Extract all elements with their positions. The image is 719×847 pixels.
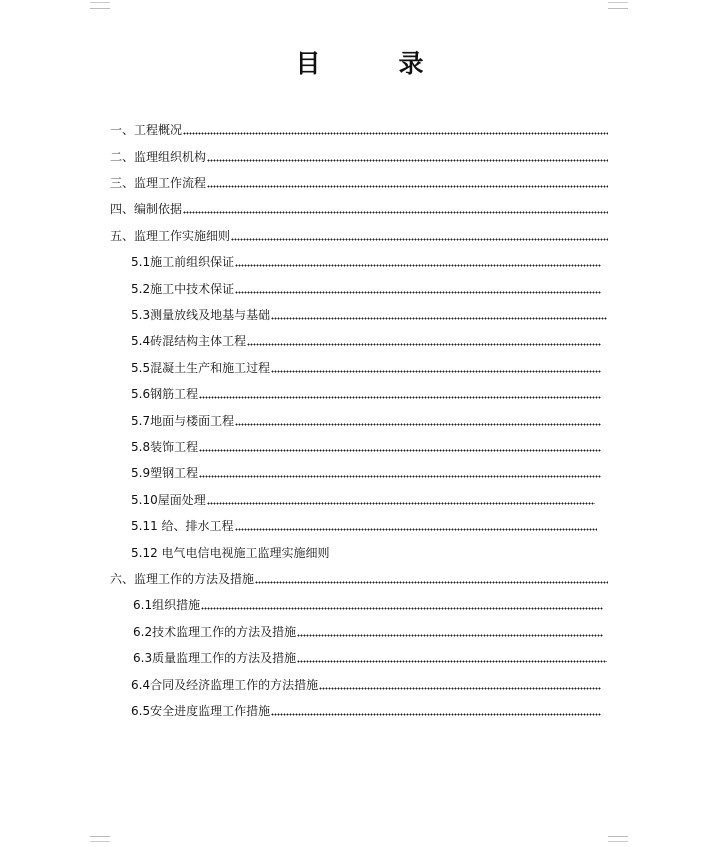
toc-entry-label: 四、编制依据 [110, 202, 183, 216]
toc-dot-leader [247, 343, 601, 346]
toc-dot-leader [319, 687, 601, 690]
toc-dot-leader [271, 713, 601, 716]
toc-dot-leader [183, 132, 608, 135]
toc-dot-leader [199, 396, 601, 399]
toc-dot-leader [235, 423, 601, 426]
toc-entry-label: 5.1施工前组织保证 [131, 255, 235, 269]
toc-entry[interactable] [133, 645, 607, 671]
toc-entry-label: 5.3测量放线及地基与基础 [131, 308, 271, 322]
toc-entry-label: 一、工程概况 [110, 123, 183, 137]
toc-entry[interactable] [131, 328, 601, 354]
toc-entry[interactable] [131, 460, 601, 486]
toc-entry-label: 三、监理工作流程 [110, 176, 207, 190]
toc-dot-leader [207, 185, 608, 188]
toc-entry-label: 5.9塑钢工程 [131, 466, 199, 480]
toc-title-char-2: 录 [398, 49, 424, 78]
page-corner-mark-bottom-left [90, 836, 110, 847]
toc-entry-label: 6.3质量监理工作的方法及措施 [133, 651, 297, 665]
toc-entry[interactable] [110, 223, 608, 249]
toc-dot-leader [201, 607, 603, 610]
toc-entry-label: 6.1组织措施 [133, 598, 201, 612]
toc-entry[interactable] [131, 672, 601, 698]
toc-entry[interactable] [131, 276, 601, 302]
toc-dot-leader [235, 528, 597, 531]
toc-entry[interactable] [110, 117, 608, 143]
toc-dot-leader [271, 317, 607, 320]
toc-entry-label: 5.10屋面处理 [131, 493, 206, 507]
toc-entry[interactable] [131, 698, 601, 724]
toc-entry[interactable] [131, 540, 607, 566]
toc-entry[interactable] [110, 566, 608, 592]
toc-entry-label: 5.6钢筋工程 [131, 387, 199, 401]
toc-entry[interactable] [110, 144, 608, 170]
toc-dot-leader [183, 211, 608, 214]
toc-entry-label: 5.2施工中技术保证 [131, 282, 235, 296]
toc-entry[interactable] [110, 196, 608, 222]
toc-entry-label: 五、监理工作实施细则 [110, 229, 231, 243]
toc-entry-label: 5.11 给、排水工程 [131, 519, 234, 533]
toc-title [0, 44, 719, 80]
toc-dot-leader [235, 291, 601, 294]
toc-dot-leader [207, 502, 595, 505]
page-corner-mark-top-right [608, 0, 628, 9]
toc-entry-label: 六、监理工作的方法及措施 [110, 572, 255, 586]
toc-dot-leader [199, 475, 601, 478]
toc-entry-label: 二、监理组织机构 [110, 150, 207, 164]
toc-dot-leader [297, 634, 603, 637]
toc-entry[interactable] [131, 249, 601, 275]
toc-entry[interactable] [131, 355, 601, 381]
toc-entry-label: 5.12 电气电信电视施工监理实施细则 [131, 546, 330, 560]
toc-entry[interactable] [110, 170, 608, 196]
toc-dot-leader [199, 449, 601, 452]
toc-entry-label: 5.7地面与楼面工程 [131, 414, 235, 428]
toc-dot-leader [231, 238, 608, 241]
toc-entry[interactable] [131, 381, 601, 407]
toc-entry[interactable] [131, 434, 601, 460]
toc-title-char-1: 目 [295, 49, 321, 78]
page-corner-mark-bottom-right [608, 836, 628, 847]
toc-dot-leader [235, 264, 601, 267]
toc-entry-label: 6.2技术监理工作的方法及措施 [133, 625, 297, 639]
toc-entry[interactable] [131, 408, 601, 434]
toc-entry-label: 5.8装饰工程 [131, 440, 199, 454]
toc-entry[interactable] [131, 302, 607, 328]
page-corner-mark-top-left [90, 0, 110, 9]
toc-entry[interactable] [131, 513, 597, 539]
toc-entry[interactable] [133, 592, 603, 618]
toc-dot-leader [271, 370, 601, 373]
toc-dot-leader [207, 159, 608, 162]
toc-entry-label: 6.5安全进度监理工作措施 [131, 704, 271, 718]
toc-entry-label: 6.4合同及经济监理工作的方法措施 [131, 678, 319, 692]
toc-entry-label: 5.5混凝土生产和施工过程 [131, 361, 271, 375]
toc-entry[interactable] [133, 619, 603, 645]
toc-entry-label: 5.4砖混结构主体工程 [131, 334, 247, 348]
toc-entry[interactable] [131, 487, 595, 513]
toc-dot-leader [255, 581, 608, 584]
toc-dot-leader [297, 660, 607, 663]
